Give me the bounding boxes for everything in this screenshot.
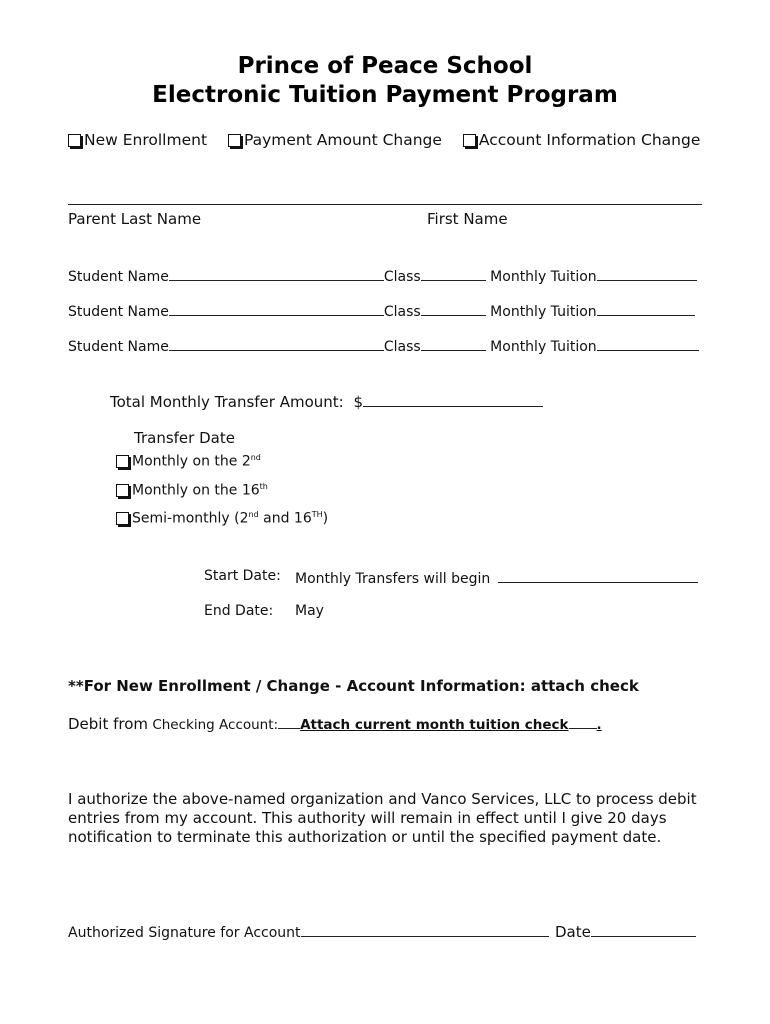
debit-underline <box>278 715 300 729</box>
date-field[interactable] <box>591 922 696 937</box>
parent-name-field[interactable] <box>68 204 702 205</box>
class-label: Class <box>383 269 421 285</box>
option-label: New Enrollment <box>84 131 208 149</box>
date-label: Date <box>555 923 591 941</box>
form-title: Prince of Peace School <box>237 53 533 79</box>
monthly-tuition-field[interactable] <box>597 301 695 316</box>
end-date-label: End Date: <box>204 603 274 619</box>
authorization-text: I authorize the above-named organization and Vanco Services, LLC to process debit entries from my account. This authority will remain in effect until I give 20 days notification to terminate this authorization or until the specified payment date. <box>68 790 697 846</box>
transfer-option-16th[interactable] <box>116 482 268 499</box>
class-label: Class <box>383 339 421 355</box>
student-name-label: Student Name <box>68 339 169 355</box>
checkbox-icon[interactable] <box>116 512 129 525</box>
debit-label: Debit from <box>68 715 149 733</box>
total-transfer-row <box>110 391 543 411</box>
option-label: Semi-monthly (2nd and 16TH) <box>132 510 329 527</box>
monthly-tuition-field[interactable] <box>597 266 697 281</box>
option-new-enrollment[interactable] <box>68 131 207 149</box>
transfer-option-2nd[interactable] <box>116 453 261 470</box>
option-payment-amount-change[interactable] <box>228 131 442 149</box>
class-field[interactable] <box>421 336 486 351</box>
option-label: Monthly on the 16th <box>132 482 268 499</box>
checkbox-icon[interactable] <box>116 455 129 468</box>
checking-account-label: Checking Account: <box>148 717 279 733</box>
currency-symbol: $ <box>353 393 364 411</box>
change-type-options <box>68 131 716 151</box>
start-date-field[interactable] <box>498 568 698 583</box>
debit-period: . <box>596 717 602 733</box>
student-name-label: Student Name <box>68 304 169 320</box>
parent-last-name-label: Parent Last Name <box>68 210 202 228</box>
signature-label: Authorized Signature for Account <box>68 925 301 941</box>
monthly-tuition-field[interactable] <box>597 336 699 351</box>
enrollment-note: **For New Enrollment / Change - Account Information: attach check <box>68 677 639 695</box>
debit-underline <box>569 715 597 729</box>
total-transfer-label: Total Monthly Transfer Amount: <box>110 393 344 411</box>
class-field[interactable] <box>421 301 486 316</box>
monthly-tuition-label: Monthly Tuition <box>490 269 597 285</box>
class-field[interactable] <box>421 266 486 281</box>
signature-row <box>68 922 696 941</box>
student-row <box>68 336 699 355</box>
signature-field[interactable] <box>301 922 549 937</box>
checkbox-icon[interactable] <box>68 134 81 147</box>
start-date-row <box>295 568 698 587</box>
form-subtitle: Electronic Tuition Payment Program <box>152 82 618 108</box>
option-label: Payment Amount Change <box>243 131 442 149</box>
student-row <box>68 301 695 320</box>
student-name-field[interactable] <box>169 301 384 316</box>
transfer-date-heading: Transfer Date <box>134 429 235 447</box>
option-label: Account Information Change <box>478 131 701 149</box>
checkbox-icon[interactable] <box>116 484 129 497</box>
class-label: Class <box>383 304 421 320</box>
monthly-tuition-label: Monthly Tuition <box>490 304 597 320</box>
debit-value[interactable]: Attach current month tuition check <box>300 717 569 733</box>
student-name-field[interactable] <box>169 336 384 351</box>
option-label: Monthly on the 2nd <box>132 453 261 470</box>
student-row <box>68 266 697 285</box>
student-name-label: Student Name <box>68 269 169 285</box>
debit-row <box>68 715 602 733</box>
start-date-label: Start Date: <box>204 568 281 584</box>
start-date-text: Monthly Transfers will begin <box>295 571 491 587</box>
end-date-value: May <box>295 603 324 619</box>
option-account-information-change[interactable] <box>463 131 701 149</box>
student-name-field[interactable] <box>169 266 384 281</box>
checkbox-icon[interactable] <box>463 134 476 147</box>
total-transfer-field[interactable] <box>363 391 543 407</box>
transfer-option-semi-monthly[interactable] <box>116 510 328 527</box>
checkbox-icon[interactable] <box>228 134 241 147</box>
monthly-tuition-label: Monthly Tuition <box>490 339 597 355</box>
parent-first-name-label: First Name <box>427 210 508 228</box>
